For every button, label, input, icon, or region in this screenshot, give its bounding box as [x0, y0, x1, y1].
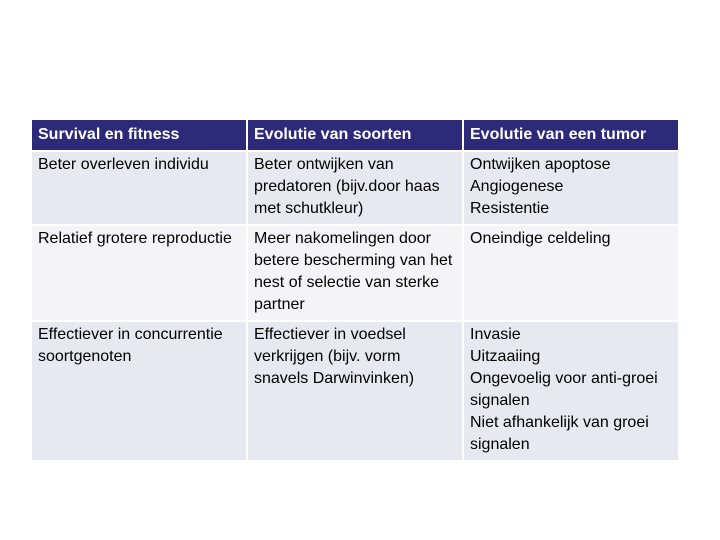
table-header-row — [31, 119, 679, 151]
tumor-item: Niet afhankelijk van groei signalen — [470, 414, 649, 453]
header-evolution-species: Evolutie van soorten — [247, 119, 463, 151]
tumor-item: Uitzaaiing — [470, 348, 541, 365]
header-survival-fitness: Survival en fitness — [31, 119, 247, 151]
cell-survival: Relatief grotere reproductie — [31, 225, 247, 321]
cell-tumor — [463, 321, 679, 461]
cell-species: Meer nakomelingen door betere bescherming van het nest of selectie van sterke partner — [247, 225, 463, 321]
cell-species: Effectiever in voedsel verkrijgen (bijv. vorm snavels Darwinvinken) — [247, 321, 463, 461]
table-row — [31, 151, 679, 225]
tumor-item: Oneindige celdeling — [470, 230, 611, 247]
cell-tumor — [463, 151, 679, 225]
cell-survival: Effectiever in concurrentie soortgenoten — [31, 321, 247, 461]
cell-survival: Beter overleven individu — [31, 151, 247, 225]
table-row — [31, 321, 679, 461]
table-row — [31, 225, 679, 321]
tumor-item: Angiogenese — [470, 178, 564, 195]
header-evolution-tumor: Evolutie van een tumor — [463, 119, 679, 151]
tumor-item: Resistentie — [470, 200, 550, 217]
tumor-item: Ongevoelig voor anti-groei signalen — [470, 370, 658, 409]
comparison-table — [30, 118, 680, 462]
cell-tumor — [463, 225, 679, 321]
cell-species: Beter ontwijken van predatoren (bijv.door haas met schutkleur) — [247, 151, 463, 225]
tumor-item: Invasie — [470, 326, 521, 343]
tumor-item: Ontwijken apoptose — [470, 156, 611, 173]
